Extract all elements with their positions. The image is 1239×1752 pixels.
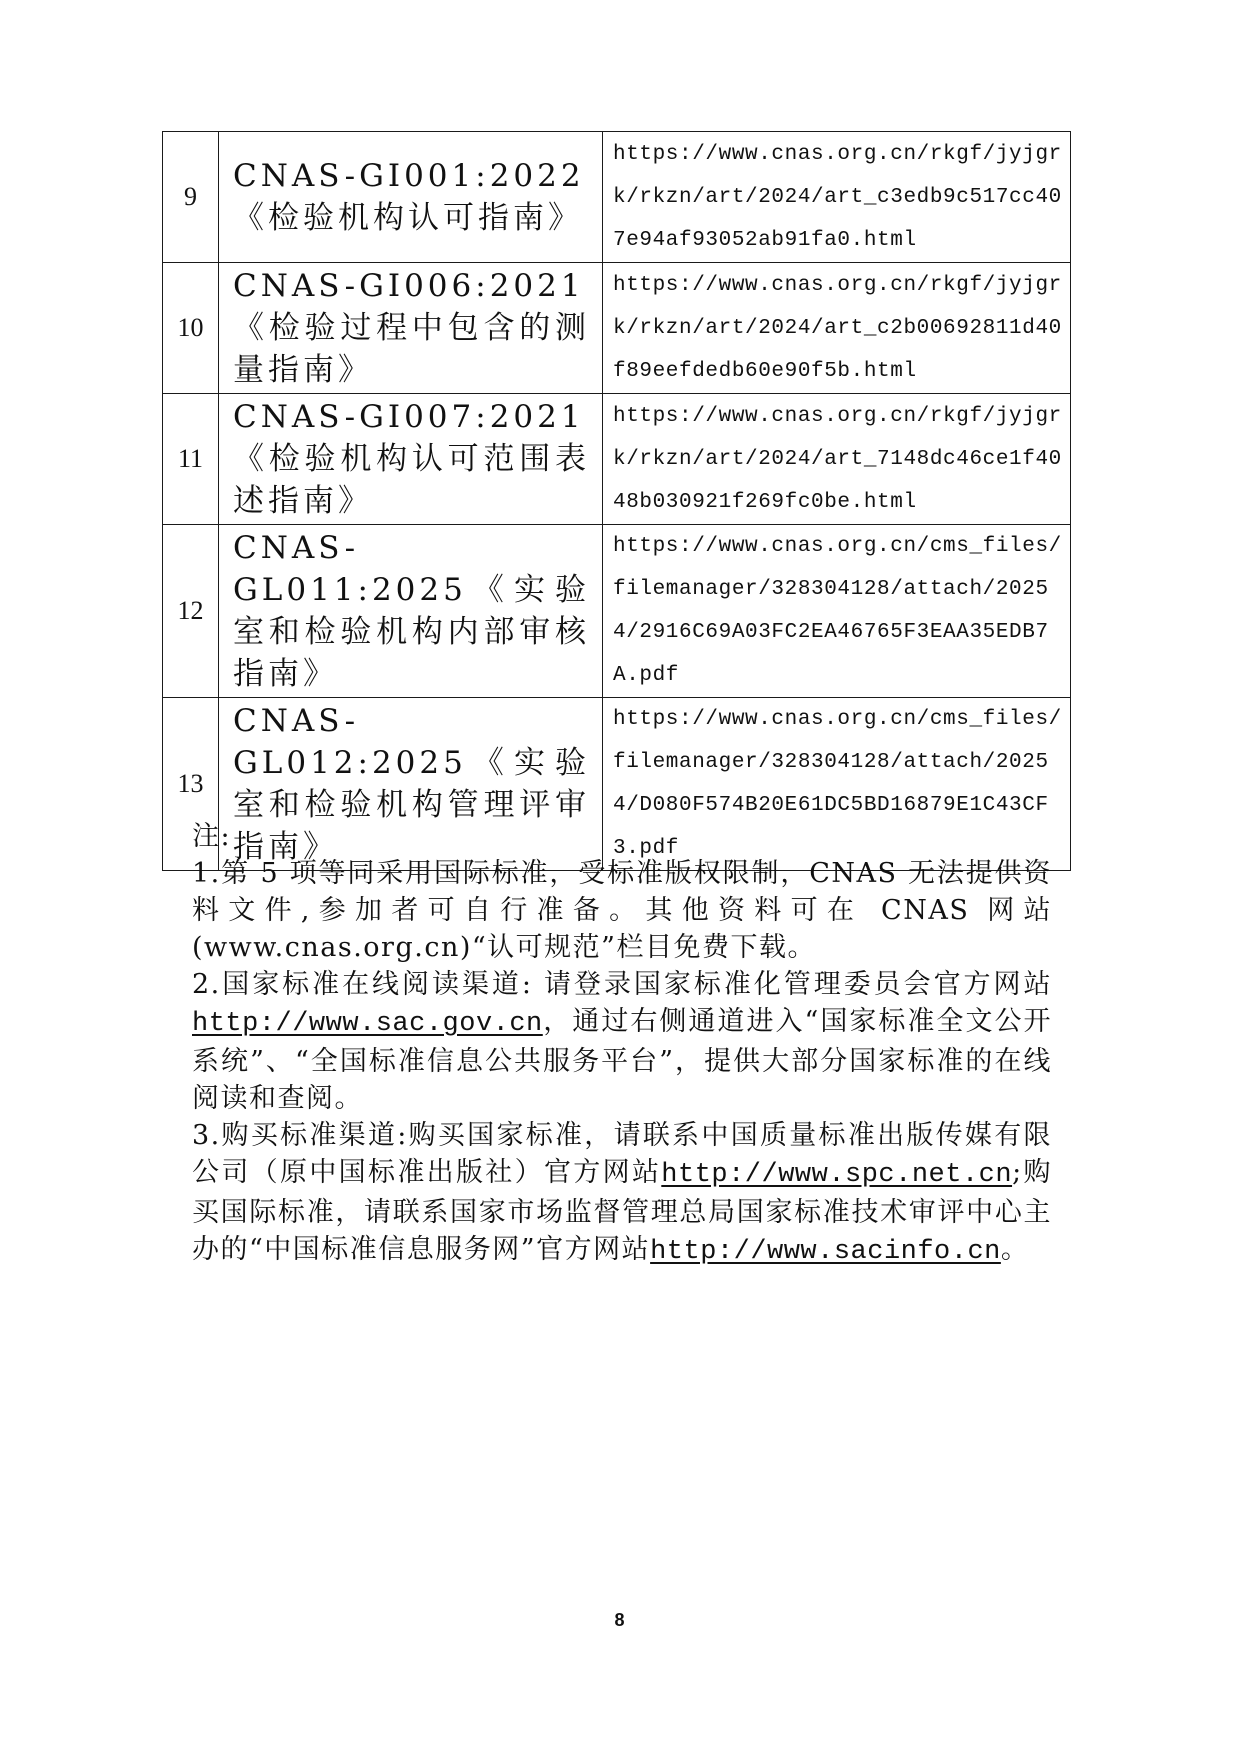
sacinfo-website-link[interactable]: http://www.sacinfo.cn — [650, 1237, 1001, 1267]
document-url[interactable]: https://www.cnas.org.cn/rkgf/jyjgrk/rkzn/art/2024/art_7148dc46ce1f4048b030921f269fc0be.html — [603, 394, 1071, 525]
note-3 — [192, 1117, 1052, 1271]
row-number: 11 — [163, 394, 219, 525]
table-row — [163, 132, 1071, 263]
page-number: 8 — [614, 1610, 625, 1630]
note-1: 1.第 5 项等同采用国际标准，受标准版权限制，CNAS 无法提供资料文件,参加者可自行准备。其他资料可在 CNAS 网站(www.cnas.org.cn)“认可规范”栏目免费下载。 — [192, 858, 1052, 963]
document-title: CNAS-GI001:2022《检验机构认可指南》 — [219, 132, 603, 263]
document-title: CNAS-GL012:2025《实验室和检验机构管理评审指南》 — [219, 698, 603, 871]
note-2-text-a: 2.国家标准在线阅读渠道: 请登录国家标准化管理委员会官方网站 — [192, 969, 1052, 1000]
document-url[interactable]: https://www.cnas.org.cn/rkgf/jyjgrk/rkzn/art/2024/art_c3edb9c517cc407e94af93052ab91fa0.html — [603, 132, 1071, 263]
document-url[interactable]: https://www.cnas.org.cn/cms_files/filemanager/328304128/attach/20254/D080F574B20E61DC5BD16879E1C43CF3.pdf — [603, 698, 1071, 871]
row-number: 12 — [163, 525, 219, 698]
note-2 — [192, 966, 1052, 1117]
note-3-text-b: ;购买国际标准，请联系国家市场监督管理总局国家标准技术审评中心主办的“中国标准信息服务网”官方网站 — [192, 1157, 1052, 1265]
note-2-text-b: ，通过右侧通道进入“国家标准全文公开系统”、“全国标准信息公共服务平台”，提供大部分国家标准的在线阅读和查阅。 — [192, 1006, 1052, 1114]
sac-website-link[interactable]: http://www.sac.gov.cn — [192, 1009, 543, 1039]
notes-section — [192, 818, 1052, 1271]
row-number: 10 — [163, 263, 219, 394]
table-row — [163, 263, 1071, 394]
table-row — [163, 394, 1071, 525]
table-row — [163, 525, 1071, 698]
document-url[interactable]: https://www.cnas.org.cn/cms_files/filemanager/328304128/attach/20254/2916C69A03FC2EA46765F3EAA35EDB7A.pdf — [603, 525, 1071, 698]
document-title: CNAS-GI007:2021《检验机构认可范围表述指南》 — [219, 394, 603, 525]
document-title: CNAS-GI006:2021《检验过程中包含的测量指南》 — [219, 263, 603, 394]
note-3-text-c: 。 — [1000, 1234, 1030, 1265]
notes-heading: 注: — [192, 821, 232, 852]
row-number: 9 — [163, 132, 219, 263]
row-number: 13 — [163, 698, 219, 871]
note-3-text-a: 3.购买标准渠道:购买国家标准，请联系中国质量标准出版传媒有限公司（原中国标准出版社）官方网站 — [192, 1120, 1052, 1188]
document-url[interactable]: https://www.cnas.org.cn/rkgf/jyjgrk/rkzn/art/2024/art_c2b00692811d40f89eefdedb60e90f5b.html — [603, 263, 1071, 394]
reference-documents-table — [162, 131, 1071, 871]
document-title: CNAS-GL011:2025《实验室和检验机构内部审核指南》 — [219, 525, 603, 698]
spc-website-link[interactable]: http://www.spc.net.cn — [661, 1160, 1013, 1190]
